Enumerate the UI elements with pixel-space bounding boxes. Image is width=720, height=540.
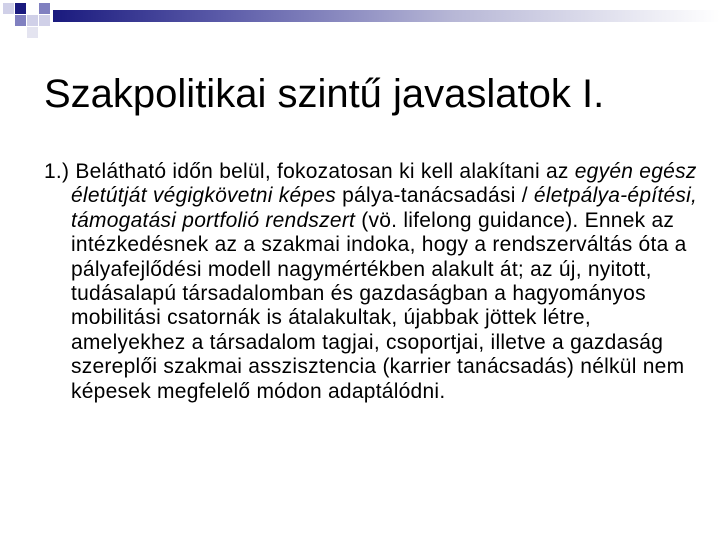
paragraph-run: (vö. lifelong guidance). Ennek az intézkedésnek az a szakmai indoka, hogy a rendszerváltás óta a pályafejlődési modell nagymértékben alakult át; az új, nyitott, tudásalapú társadalomban és gazdaságban a hagyományos mobilitási csatornák is átalakultak, újabbak jöttek létre, amelyekhez a társadalom tagjai, csoportjai, illetve a gazdaság szereplői szakmai asszisztencia (karrier tanácsadás) nélkül nem képesek megfelelő módon adaptálódni. xyxy=(71,208,687,403)
slide-body-paragraph xyxy=(44,160,711,404)
square-light xyxy=(39,15,50,26)
paragraph-run: pálya-tanácsadási / xyxy=(336,184,534,208)
paragraph-run-italic: életpálya-építési, támogatási portfolió rendszert xyxy=(71,184,698,232)
header-gradient-bar xyxy=(53,10,720,22)
decorative-squares xyxy=(0,0,60,45)
square-mid xyxy=(15,15,26,26)
square-dark xyxy=(15,3,26,14)
square-mid xyxy=(39,3,50,14)
paragraph-run-italic: egyén egész életútját végigkövetni képes xyxy=(71,160,697,208)
paragraph-run: 1.) Belátható időn belül, fokozatosan ki kell alakítani az xyxy=(44,160,575,183)
square-light xyxy=(3,3,14,14)
slide-title: Szakpolitikai szintű javaslatok I. xyxy=(44,72,605,116)
header-decoration xyxy=(0,0,720,45)
square-light xyxy=(27,27,38,38)
square-light xyxy=(27,15,38,26)
